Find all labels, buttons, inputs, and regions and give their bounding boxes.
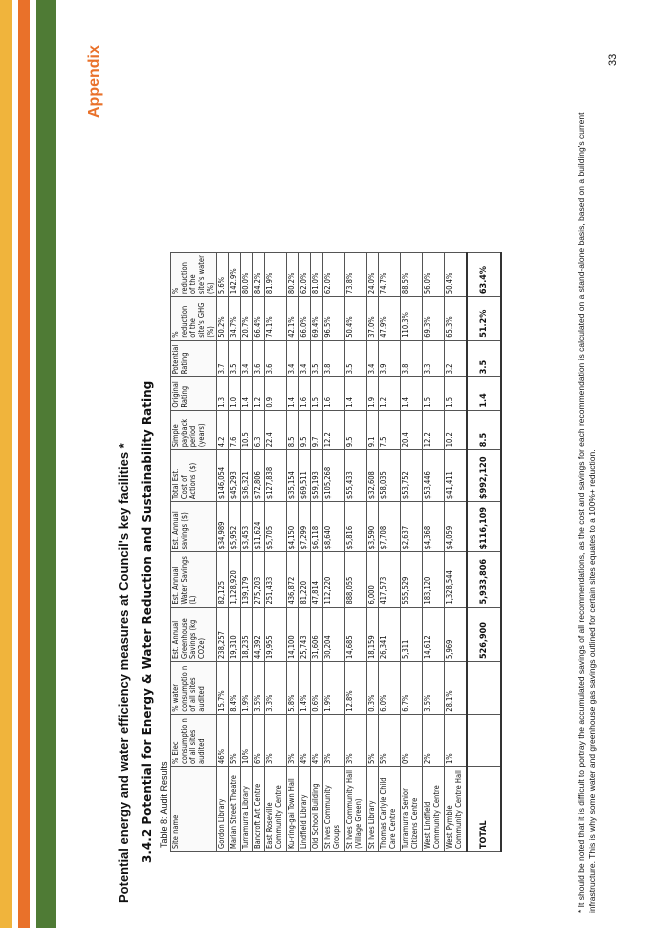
table-cell: 9.7 (311, 410, 323, 450)
table-cell: 25,743 (299, 607, 311, 661)
table-cell: 4% (299, 714, 311, 766)
table-row (423, 253, 445, 852)
site-name-cell: St Ives Community Groups (323, 767, 345, 852)
table-cell: 6.7% (401, 661, 423, 714)
table-cell: 18,235 (241, 607, 253, 661)
site-name-cell: St Ives Library (367, 767, 379, 852)
footnote: * It should be noted that it is difficult to portray the accumulated savings of all recommendations, as the cost and savings for each recommendation is calculated on a stand-alone basis, based on a building's current infrastructure. This is why some water and greenhouse gas savings outlined for certain sites equates to a 100%+ reduction. (576, 112, 598, 913)
table-cell: 80.2% (287, 253, 299, 297)
column-header: % water consumptio n of all sites audited (171, 661, 217, 714)
table-cell: 1.9% (323, 661, 345, 714)
table-row (241, 253, 253, 852)
table-cell: 3% (345, 714, 367, 766)
table-cell: 3% (287, 714, 299, 766)
table-cell: $32,608 (367, 450, 379, 502)
table-cell: 3.6 (253, 340, 265, 377)
table-cell: 1.6 (299, 377, 311, 410)
table-cell: 3.4 (287, 340, 299, 377)
table-cell: 5% (229, 714, 241, 766)
table-cell: 12.2 (423, 410, 445, 450)
table-cell: 6% (253, 714, 265, 766)
table-cell: 12.8% (345, 661, 367, 714)
table-cell: 0.3% (367, 661, 379, 714)
site-name-cell: Lindfield Library (299, 767, 311, 852)
table-cell: 20.4 (401, 410, 423, 450)
table-cell: 74.1% (265, 297, 287, 341)
table-cell: 5% (367, 714, 379, 766)
table-cell: 30,204 (323, 607, 345, 661)
site-name-cell: Ku-ring-gai Town Hall (287, 767, 299, 852)
table-cell: 8.5 (287, 410, 299, 450)
total-cell: 51.2% (467, 297, 501, 341)
table-cell: 19,955 (265, 607, 287, 661)
table-cell: $8,640 (323, 502, 345, 552)
table-cell: 28.1% (445, 661, 468, 714)
table-cell: 9.5 (299, 410, 311, 450)
table-cell: 3.4 (241, 340, 253, 377)
table-cell: 24.0% (367, 253, 379, 297)
table-cell: $6,118 (311, 502, 323, 552)
table-cell: 66.4% (253, 297, 265, 341)
section-subtitle: 3.4.2 Potential for Energy & Water Reduction and Sustainability Rating (140, 380, 154, 863)
table-cell: 6.0% (379, 661, 401, 714)
table-cell: 3.5% (253, 661, 265, 714)
table-row (311, 253, 323, 852)
table-cell: $5,705 (265, 502, 287, 552)
table-cell: 3.5% (423, 661, 445, 714)
site-name-cell: West Lindfield Community Centre (423, 767, 445, 852)
table-cell: 6.3 (253, 410, 265, 450)
column-header: Potential Rating (171, 340, 217, 377)
table-cell: $5,816 (345, 502, 367, 552)
table-cell: 275,203 (253, 552, 265, 607)
column-header: Total Est. Cost of Actions ($) (171, 450, 217, 502)
table-cell: 3.8 (401, 340, 423, 377)
table-cell: 1.9 (367, 377, 379, 410)
table-cell: $36,321 (241, 450, 253, 502)
table-cell: 81.9% (265, 253, 287, 297)
column-header: Simple payback period (years) (171, 410, 217, 450)
table-row (379, 253, 401, 852)
table-cell: 888,055 (345, 552, 367, 607)
site-name-cell: Turramurra Senior Citizens Centre (401, 767, 423, 852)
table-cell: 3.2 (445, 340, 468, 377)
table-cell: 12.2 (323, 410, 345, 450)
table-cell: $4,368 (423, 502, 445, 552)
table-cell: 3.9 (379, 340, 401, 377)
site-name-cell: St Ives Community Hall (Village Green) (345, 767, 367, 852)
table-row (323, 253, 345, 852)
table-cell: 7.5 (379, 410, 401, 450)
table-cell: 4.2 (217, 410, 229, 450)
table-cell: 417,573 (379, 552, 401, 607)
table-cell: 5.6% (217, 253, 229, 297)
table-cell: 1.5 (311, 377, 323, 410)
table-cell: 1.5 (423, 377, 445, 410)
table-cell: 183,120 (423, 552, 445, 607)
table-cell: 5,311 (401, 607, 423, 661)
table-cell: 139,179 (241, 552, 253, 607)
column-header: Est. Annual Water Savings (L) (171, 552, 217, 607)
table-cell: 19,310 (229, 607, 241, 661)
site-name-cell: Bancroft Art Centre (253, 767, 265, 852)
column-header: % Elec consumptio n of all sites audited (171, 714, 217, 766)
table-cell: 4% (311, 714, 323, 766)
column-header: % reduction of the site's water (%) (171, 253, 217, 297)
table-cell: $4,150 (287, 502, 299, 552)
table-cell: 47,814 (311, 552, 323, 607)
table-row (299, 253, 311, 852)
table-cell: 84.2% (253, 253, 265, 297)
table-cell: 3.5 (311, 340, 323, 377)
table-body (217, 253, 502, 852)
table-cell: 2% (423, 714, 445, 766)
table-cell: 56.0% (423, 253, 445, 297)
table-cell: 14,685 (345, 607, 367, 661)
table-cell: 26,341 (379, 607, 401, 661)
table-cell: $3,453 (241, 502, 253, 552)
table-cell: 1.2 (253, 377, 265, 410)
table-cell: 80.0% (241, 253, 253, 297)
table-cell: 81,220 (299, 552, 311, 607)
table-cell: 69.4% (311, 297, 323, 341)
table-cell: 5% (379, 714, 401, 766)
table-cell: 112,220 (323, 552, 345, 607)
table-cell: 3.3% (265, 661, 287, 714)
table-row (287, 253, 299, 852)
table-cell: $127,838 (265, 450, 287, 502)
table-cell: 10% (241, 714, 253, 766)
table-cell: 1.4% (299, 661, 311, 714)
table-cell: 1.4 (345, 377, 367, 410)
column-header: Est. Annual savings ($) (171, 502, 217, 552)
table-cell: 96.5% (323, 297, 345, 341)
table-cell: 9.5 (345, 410, 367, 450)
table-cell: 82,125 (217, 552, 229, 607)
table-row (253, 253, 265, 852)
table-cell: 0.6% (311, 661, 323, 714)
table-cell: 3.3 (423, 340, 445, 377)
table-cell: 14,612 (423, 607, 445, 661)
column-header: % reduction of the site's GHG (%) (171, 297, 217, 341)
table-cell: 1.6 (323, 377, 345, 410)
table-cell: 3.8 (323, 340, 345, 377)
table-cell: 20.7% (241, 297, 253, 341)
table-cell: 1,328,544 (445, 552, 468, 607)
table-cell: 1% (445, 714, 468, 766)
table-cell: 3.7 (217, 340, 229, 377)
table-cell: 555,529 (401, 552, 423, 607)
table-cell: 73.8% (345, 253, 367, 297)
table-cell: $53,752 (401, 450, 423, 502)
column-header: Est. Annual Greenhouse Savings (kg CO2e) (171, 607, 217, 661)
table-cell: 8.4% (229, 661, 241, 714)
main-title: Potential energy and water efficiency measures at Council's key facilities * (116, 443, 131, 903)
table-cell: 37.0% (367, 297, 379, 341)
table-header-row (171, 253, 217, 852)
table-cell: 6,000 (367, 552, 379, 607)
total-row (467, 253, 501, 852)
table-cell: 1,128,920 (229, 552, 241, 607)
total-cell: 526,900 (467, 607, 501, 661)
table-cell: $41,411 (445, 450, 468, 502)
site-name-cell: Marian Street Theatre (229, 767, 241, 852)
table-cell: $146,054 (217, 450, 229, 502)
table-cell: 1.9% (241, 661, 253, 714)
table-row (345, 253, 367, 852)
column-header: Site name (171, 767, 217, 852)
decorative-stripe-orange (18, 0, 30, 928)
table-cell: 0.9 (265, 377, 287, 410)
total-cell: 8.5 (467, 410, 501, 450)
table-cell: 1.0 (229, 377, 241, 410)
page-number: 33 (607, 53, 619, 66)
total-cell: $992,120 (467, 450, 501, 502)
total-cell: 63.4% (467, 253, 501, 297)
table-cell: 47.9% (379, 297, 401, 341)
total-cell: TOTAL (467, 767, 501, 852)
table-row (217, 253, 229, 852)
table-cell: 15.7% (217, 661, 229, 714)
site-name-cell: Turramurra Library (241, 767, 253, 852)
table-row (401, 253, 423, 852)
table-cell: $69,511 (299, 450, 311, 502)
table-cell: 251,433 (265, 552, 287, 607)
total-cell: 3.5 (467, 340, 501, 377)
table-cell: 1.3 (217, 377, 229, 410)
table-cell: 436,872 (287, 552, 299, 607)
table-cell: 0% (401, 714, 423, 766)
table-cell: $105,268 (323, 450, 345, 502)
table-cell: $58,035 (379, 450, 401, 502)
table-cell: 5,969 (445, 607, 468, 661)
table-cell: 238,257 (217, 607, 229, 661)
table-cell: $45,293 (229, 450, 241, 502)
table-cell: $35,154 (287, 450, 299, 502)
table-cell: 18,159 (367, 607, 379, 661)
table-cell: 3.4 (299, 340, 311, 377)
column-header: Original Rating (171, 377, 217, 410)
table-cell: $11,624 (253, 502, 265, 552)
table-cell: 66.0% (299, 297, 311, 341)
table-cell: 7.6 (229, 410, 241, 450)
decorative-stripe-green (36, 0, 56, 928)
table-cell: $59,193 (311, 450, 323, 502)
table-cell: 3.5 (229, 340, 241, 377)
table-cell: 50.4% (345, 297, 367, 341)
table-row (265, 253, 287, 852)
table-cell: 3.4 (367, 340, 379, 377)
table-cell: 9.1 (367, 410, 379, 450)
total-cell (467, 714, 501, 766)
table-cell: 1.2 (379, 377, 401, 410)
rotated-page-content (56, 0, 656, 928)
table-cell: 62.0% (299, 253, 311, 297)
site-name-cell: East Roseville Community Centre (265, 767, 287, 852)
table-cell: 44,392 (253, 607, 265, 661)
audit-results-table (170, 252, 502, 852)
table-cell: 31,606 (311, 607, 323, 661)
table-cell: 46% (217, 714, 229, 766)
table-cell: 1.4 (287, 377, 299, 410)
total-cell: 1.4 (467, 377, 501, 410)
table-cell: $53,446 (423, 450, 445, 502)
table-cell: $3,590 (367, 502, 379, 552)
table-row (445, 253, 468, 852)
table-cell: 3% (265, 714, 287, 766)
table-cell: 74.7% (379, 253, 401, 297)
total-cell (467, 661, 501, 714)
site-name-cell: Old School Building (311, 767, 323, 852)
table-cell: 50.2% (217, 297, 229, 341)
site-name-cell: Gordon Library (217, 767, 229, 852)
table-cell: $5,952 (229, 502, 241, 552)
table-cell: 1.4 (401, 377, 423, 410)
table-cell: 81.0% (311, 253, 323, 297)
table-cell: 110.3% (401, 297, 423, 341)
table-cell: 3.5 (345, 340, 367, 377)
site-name-cell: West Pymble Community Centre Hall (445, 767, 468, 852)
table-cell: 88.5% (401, 253, 423, 297)
table-cell: 10.5 (241, 410, 253, 450)
table-cell: 34.7% (229, 297, 241, 341)
table-cell: $7,708 (379, 502, 401, 552)
table-cell: 22.4 (265, 410, 287, 450)
table-caption: Table 8: Audit Results (159, 761, 169, 848)
table-cell: $2,637 (401, 502, 423, 552)
table-cell: 3% (323, 714, 345, 766)
table-cell: $55,433 (345, 450, 367, 502)
table-cell: 3.6 (265, 340, 287, 377)
table-cell: 10.2 (445, 410, 468, 450)
total-cell: 5,933,806 (467, 552, 501, 607)
table-cell: 14,100 (287, 607, 299, 661)
table-cell: 42.1% (287, 297, 299, 341)
appendix-heading: Appendix (86, 45, 103, 118)
table-cell: 50.4% (445, 253, 468, 297)
table-cell: 1.5 (445, 377, 468, 410)
table-cell: 62.0% (323, 253, 345, 297)
site-name-cell: Thomas Carlyle Child Care Centre (379, 767, 401, 852)
total-cell: $116,109 (467, 502, 501, 552)
table-row (367, 253, 379, 852)
table-cell: $7,299 (299, 502, 311, 552)
table-cell: 69.3% (423, 297, 445, 341)
table-cell: 65.3% (445, 297, 468, 341)
decorative-stripe-yellow (0, 0, 12, 928)
table-cell: $72,806 (253, 450, 265, 502)
table-cell: 142.9% (229, 253, 241, 297)
table-row (229, 253, 241, 852)
table-cell: 1.4 (241, 377, 253, 410)
table-cell: $4,059 (445, 502, 468, 552)
table-cell: 5.8% (287, 661, 299, 714)
table-cell: $34,989 (217, 502, 229, 552)
